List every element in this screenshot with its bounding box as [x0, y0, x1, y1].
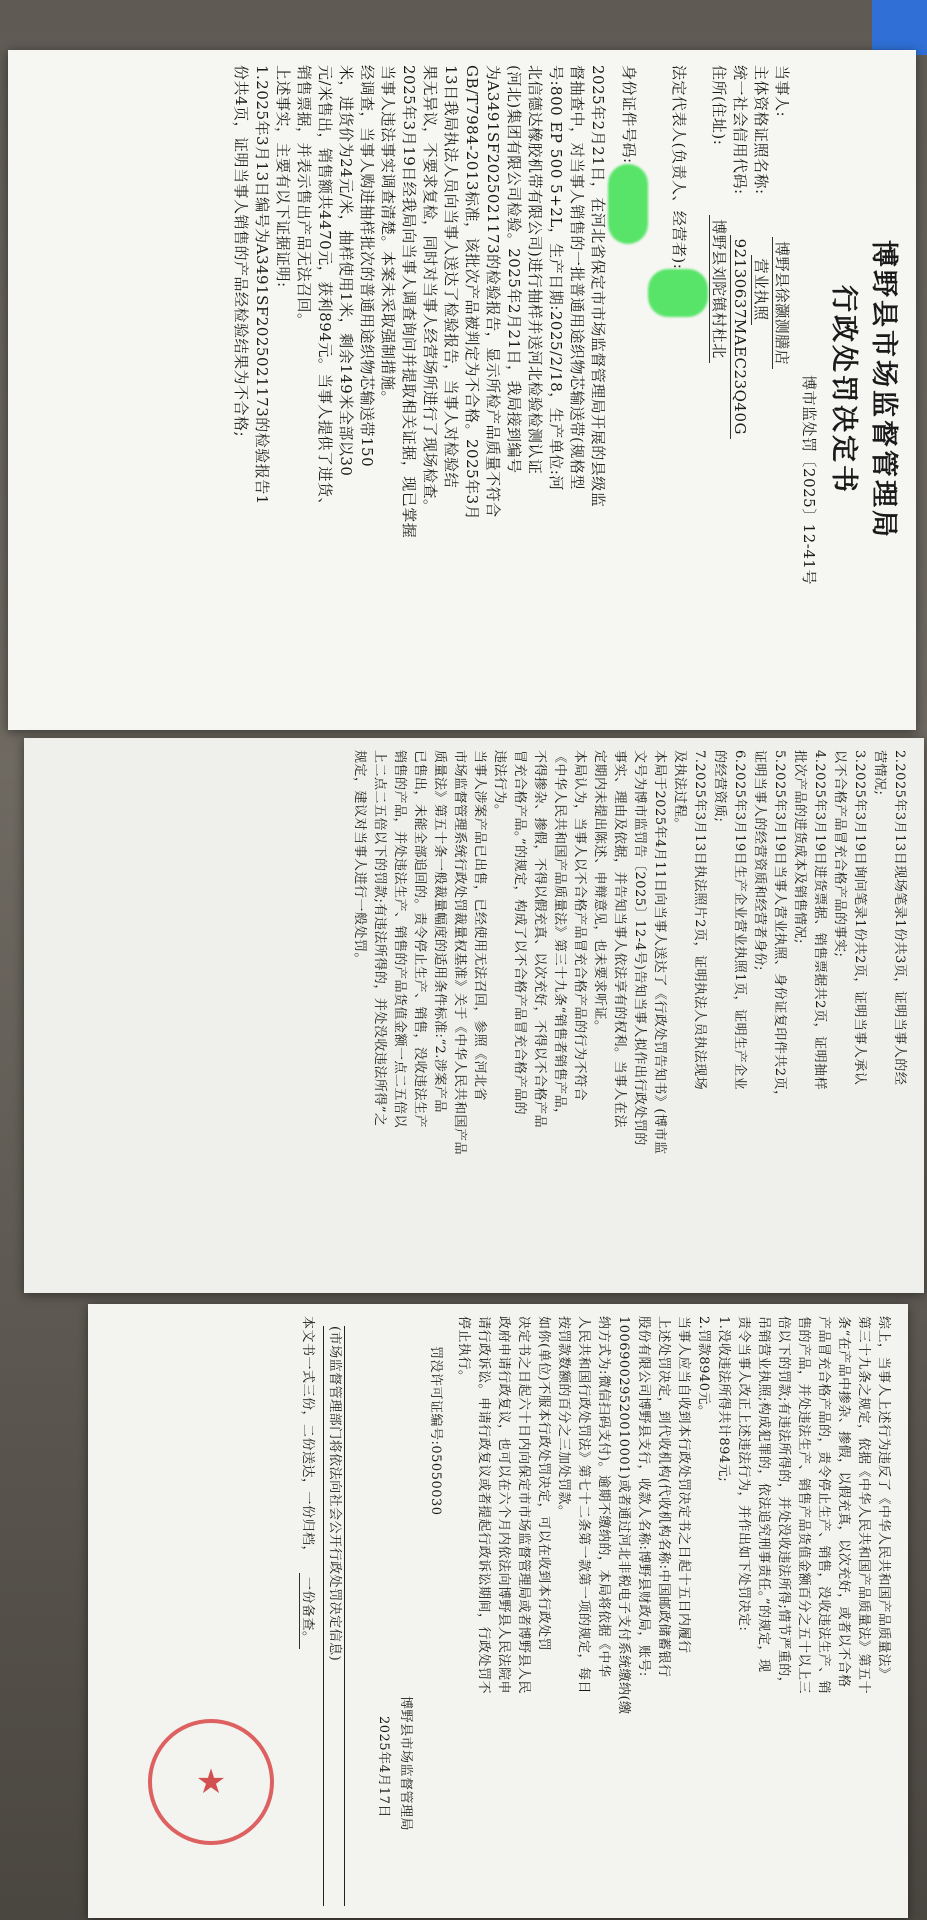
paragraph-line: 请行政诉讼。申请行政复议或者提起行政诉讼期间，行政处罚不 [476, 1316, 491, 1695]
paragraph-line: 当事人涉案产品已出售，已经使用无法召回，参照《河北省 [472, 750, 487, 1102]
paragraph-line: 停止执行。 [456, 1316, 471, 1384]
paragraph-line: 为A3491SF2025021173的检验报告，显示所检产品质量不符合 [484, 65, 502, 518]
paragraph-line: 如你(单位)不服本行政处罚决定，可以在收到本行政处罚 [536, 1316, 551, 1652]
paragraph-line: 米，进货价为24元/米，抽样使用1米，剩余149米全部以30 [337, 65, 355, 477]
paragraph-line: 证明当事人的经营资质和经营者身份; [752, 750, 767, 971]
paragraph-line: 上述事实，主要有以下证据证明: [274, 65, 292, 288]
paragraph-line: 果无异议，不要求复检，同时对当事人经营场所进行了现场检查。 [421, 65, 439, 515]
paragraph-line: 1.2025年3月13日编号为A3491SF2025021173的检验报告1 [253, 65, 271, 505]
paragraph-line: 号:800 EP 500 5+2L，生产日期:2025/2/18，生产单位:河 [547, 65, 565, 491]
paragraph-line: 综上，当事人上述行为违反了《中华人民共和国产品质量法》 [876, 1316, 891, 1681]
document-page-1 [8, 50, 916, 730]
paragraph-line: 当事人违法事实调查清楚。本案未采取强制措施。 [379, 65, 397, 407]
paragraph-line: 2.2025年3月13日现场笔录1份共3页，证明当事人的经 [892, 750, 907, 1086]
document-number: 博市监处罚〔2025〕12-41号 [800, 375, 818, 585]
paragraph-line: 2.罚款8940元。 [696, 1316, 711, 1419]
paragraph-line: 纳方式为:微信扫码支付)。逾期不缴纳的，本局将依据《中华 [596, 1316, 611, 1678]
document-page-3 [88, 1304, 908, 1918]
paragraph-line: 倍以下的罚款;有违法所得的，并处没收违法所得;情节严重的， [776, 1316, 791, 1691]
signature-date: 2025年4月17日 [376, 1716, 391, 1818]
paragraph-line: 定期内未提出陈述、申辩意见，也未要求听证。 [592, 750, 607, 1034]
paragraph-line: 上述处罚决定，到代收机构(代收机构名称:中国邮政储蓄银行 [656, 1316, 671, 1678]
paragraph-line: 责令当事人改正上述违法行为，并作出如下处罚决定: [736, 1316, 751, 1632]
paragraph-line: 2025年2月21日，在河北省保定市市场监督管理局开展的县级监 [589, 65, 607, 508]
page-3-content [297, 1316, 893, 1906]
paragraph-line: 售的产品，并处违法生产、销售产品货值金额百分之五十以上三 [796, 1316, 811, 1695]
paragraph-line: 13日我局执法人员向当事人送达了检验报告，当事人对检验结 [442, 65, 460, 489]
paragraph-line: 政府申请行政复议，也可以在六个月内依法向博野县人民法院申 [496, 1316, 511, 1695]
paragraph-line: 本局认为，当事人以不合格产品冒充合格产品的行为不符合 [572, 750, 587, 1102]
paragraph-line: 及执法过程。 [672, 750, 687, 832]
paragraph-line: 文号为博市监罚告〔2025〕12-4号)告知当事人拟作出行政处罚的 [632, 750, 647, 1146]
paragraph-line: (河北)集团有限公司检验。2025年2月21日，我局接到编号 [505, 65, 523, 474]
paragraph-line: 第三十九条之规定，依据《中华人民共和国产品质量法》第五十 [856, 1316, 871, 1695]
paragraph-line: 5.2025年3月19日当事人营业执照、身份证复印件共2页， [772, 750, 787, 1104]
paragraph-line: 产品冒充合格产品的，责令停止生产、销售，没收违法生产、销 [816, 1316, 831, 1695]
paragraph-line: 批次产品的进货成本及销售情况; [792, 750, 807, 944]
redaction-mark [608, 164, 648, 244]
paragraph-line: 市场监督管理系统行政处罚裁量权基准》关于《中华人民共和国产品 [452, 750, 467, 1156]
seal-star-icon: ★ [195, 1762, 227, 1802]
paragraph-line: 决定书之日起六十日内向保定市市场监督管理局或者博野县人民 [516, 1316, 531, 1695]
disclosure-notice: (市场监督管理部门将依法向社会公开行政处罚决定信息) [323, 1326, 345, 1906]
paragraph-line: 按罚款数额的百分之三加处罚款。 [556, 1316, 571, 1519]
paragraph-line: 销售的产品，并处违法生产、销售的产品货值金额一点二五倍以 [392, 750, 407, 1129]
paragraph-line: 冒充合格产品。”的规定，构成了以不合格产品冒充合格产品的 [512, 750, 527, 1116]
paragraph-line: 股份有限公司博野县支行，收款人名称:博野县财政局，账号: [636, 1316, 651, 1677]
field-credit-code: 统一社会信用代码:92130637MAEC23Q40G [729, 65, 750, 715]
paragraph-line: 规定，建议对当事人进行一般处罚。 [352, 750, 367, 967]
page-2-content [349, 750, 909, 1280]
paragraph-line: 不得掺杂、掺假，不得以假充真、以次充好，不得以不合格产品 [532, 750, 547, 1129]
field-address: 住所(住址):博野县刘陀镇村杜北 [708, 65, 729, 715]
copies-footer: 本文书一式三份，二份送达，一份归档，一份备查。 [297, 1316, 317, 1906]
page-1-content [230, 65, 903, 715]
paragraph-line: 人民共和国行政处罚法》第七十二条第一款第一项的规定，每日 [576, 1316, 591, 1695]
paragraph-line: 条“在产品中掺杂、掺假，以假充真，以次充好，或者以不合格 [836, 1316, 851, 1688]
agency-title: 博野县市场监督管理局 [868, 240, 899, 540]
paragraph-line: 吊销营业执照;构成犯罪的，依法追究刑事责任。”的规定，现 [756, 1316, 771, 1673]
paragraph-line: 经调查，当事人购进抽样批次的普通用途织物芯输送带150 [358, 65, 376, 468]
paragraph-line: 已售出，未能全部追回的。责令停止生产、销售，没收违法生产 [412, 750, 427, 1129]
field-id-number: 身份证件号码: [608, 65, 648, 715]
paragraph-line: 事实、理由及依据，并告知当事人依法享有的权利。当事人在法 [612, 750, 627, 1129]
paragraph-line: GB/T7984-2013标准，该批次产品被判定为不合格。2025年3月 [463, 65, 481, 521]
paragraph-line: 督抽查中，对当事人销售的一批普通用途织物芯输送带(规格型 [568, 65, 586, 490]
signature-agency: 博野县市场监督管理局 [398, 1696, 413, 1832]
field-legal-rep: 法定代表人(负责人、经营者): [648, 65, 708, 715]
paragraph-line: 以不合格产品冒充合格产品的事实; [832, 750, 847, 958]
paragraph-line: 质量法》第五十条一般裁量幅度的适用条件标准:“2.涉案产品 [432, 750, 447, 1113]
paragraph-line: 《中华人民共和国产品质量法》第三十九条“销售者销售产品， [552, 750, 567, 1122]
paragraph-line: 上二点二五倍以下的罚款;有违法所得的，并处没收违法所得”之 [372, 750, 387, 1127]
paragraph-line: 6.2025年3月19日生产企业营业执照1页，证明生产企业 [732, 750, 747, 1091]
paragraph-line: 份共4页，证明当事人销售的产品经检验结果为不合格; [232, 65, 250, 438]
paragraph-line: 销售票据，并表示售出产品无法召回。 [295, 65, 313, 329]
paragraph-line: 本局于2025年4月11日向当事人送达了《行政处罚告知书》(博市监 [652, 750, 667, 1155]
document-page-2 [24, 738, 924, 1293]
redaction-mark [648, 269, 708, 317]
paragraph-line: 营情况; [872, 750, 887, 796]
paragraph-line: 元/米售出，销售额共4470元，获利894元。当事人提供了进货、 [316, 65, 334, 513]
paragraph-line: 的经营资质; [712, 750, 727, 823]
official-seal [148, 1719, 274, 1845]
paragraph-line: 4.2025年3月19日进货票据、销售票据共2页，证明抽样 [812, 750, 827, 1091]
paragraph-line: 2025年3月19日经我局向当事人调查询问并提取相关证据，现已掌握 [400, 65, 418, 539]
blue-object-corner [872, 0, 927, 55]
paragraph-line: 7.2025年3月13日执法照片2页，证明执法人员执法现场 [692, 750, 707, 1091]
paragraph-line: 北信德达橡胶机带有限公司)进行抽样并送河北检验检测认证 [526, 65, 544, 475]
paragraph-line: 100690029520010001)或者通过河北非税电子支付系统缴纳(缴 [616, 1316, 631, 1715]
field-license: 主体资格证照名称:营业执照 [750, 65, 771, 715]
paragraph-line: 违法行为。 [492, 750, 507, 818]
paragraph-line: 3.2025年3月19日询问笔录1份共2页，证明当事人承认 [852, 750, 867, 1086]
paragraph-line: 1.没收违法所得共计894元; [716, 1316, 731, 1483]
permit-number: 罚没许可证编号:05050030 [428, 1346, 443, 1516]
document-title: 行政处罚决定书 [828, 285, 859, 495]
paragraph-line: 当事人应当自收到本行政处罚决定书之日起十五日内履行 [676, 1316, 691, 1654]
field-party: 当事人:博野县徐灏测膳店 [771, 65, 792, 715]
